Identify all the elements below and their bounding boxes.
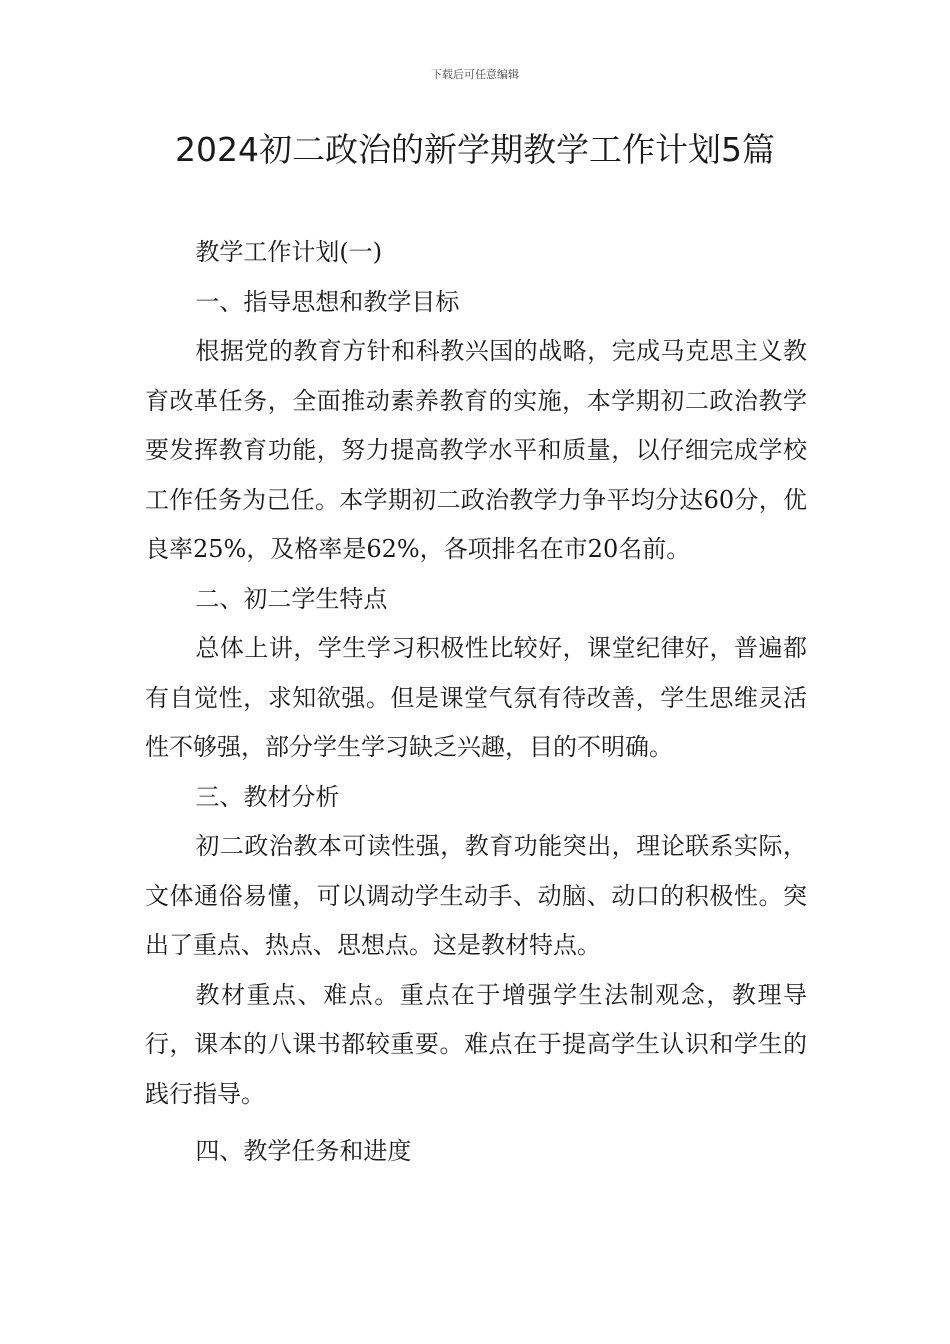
section-heading-student-traits: 二、初二学生特点 [195,584,388,613]
section-heading-plan-one: 教学工作计划(一) [195,238,383,266]
paragraph-key-points: 教材重点、难点。重点在于增强学生法制观念，教理导行，课本的八课书都较重要。难点在于提高学生认识和学生的践行指导。 [145,980,807,1108]
header-note: 下载后可任意编辑 [431,68,519,81]
paragraph-guiding-ideology: 根据党的教育方针和科教兴国的战略，完成马克思主义教育改革任务，全面推动素养教育的实施，本学期初二政治教学要发挥教育功能，努力提高教学水平和质量，以仔细完成学校工作任务为己任。本学期初二政治教学力争平均分达60分，优良率25%，及格率是62%，各项排名在市20名前。 [145,337,807,563]
paragraph-textbook-analysis: 初二政治教本可读性强，教育功能突出，理论联系实际，文体通俗易懂，可以调动学生动手、动脑、动口的积极性。突出了重点、热点、思想点。这是教材特点。 [145,832,807,959]
paragraph-student-traits: 总体上讲，学生学习积极性比较好，课堂纪律好，普遍都有自觉性，求知欲强。但是课堂气氛有待改善，学生思维灵活性不够强，部分学生学习缺乏兴趣，目的不明确。 [145,634,807,761]
section-heading-guiding-ideology: 一、指导思想和教学目标 [195,287,460,316]
section-heading-textbook-analysis: 三、教材分析 [195,782,340,811]
document-title: 2024初二政治的新学期教学工作计划5篇 [175,130,775,169]
section-heading-tasks-progress: 四、教学任务和进度 [195,1137,412,1165]
document-body [145,228,807,1177]
